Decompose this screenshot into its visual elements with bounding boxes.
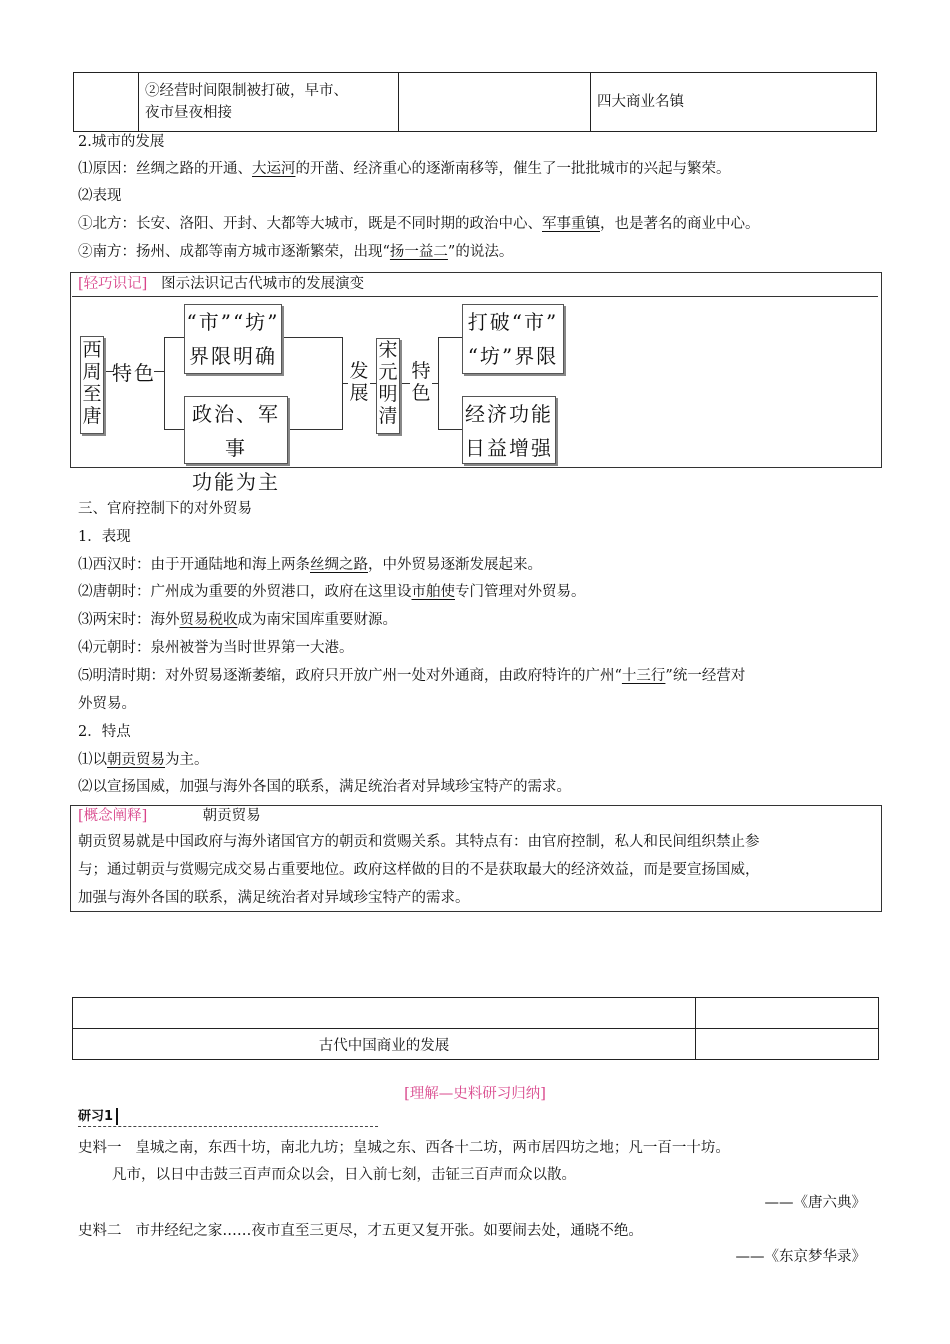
char: 周 [82, 361, 102, 383]
text: 成为南宋国库重要财源。 [237, 612, 397, 628]
text: ”统一经营对 [665, 668, 746, 684]
underlined-term: 朝贡贸易 [107, 752, 165, 768]
top-table-cell-4: 四大商业名镇 [591, 73, 877, 132]
char: 清 [378, 405, 398, 427]
material-label: 史料一 [78, 1140, 122, 1156]
box-text: 功能为主 [192, 470, 280, 494]
material-label: 史料二 [78, 1223, 122, 1239]
char: 色 [411, 382, 431, 404]
box-text: 日益增强 [465, 436, 553, 460]
text: ”的说法。 [447, 244, 514, 260]
period-1-box [80, 336, 104, 434]
trade-line-2 [78, 582, 586, 602]
text: ②南方：扬州、成都等南方城市逐渐繁荣，出现“ [78, 244, 390, 260]
tip-divider [72, 296, 878, 297]
subheading: 1．表现 [78, 529, 131, 545]
perf-line: ⑵表现 [78, 188, 122, 204]
top-table [73, 72, 877, 132]
develop-label [348, 360, 370, 404]
connector [164, 337, 184, 338]
text: ⑴西汉时：由于开通陆地和海上两条 [78, 557, 310, 573]
box-text: 政治、军事 [192, 402, 280, 460]
material-2 [78, 1221, 643, 1241]
concept-paragraph: 加强与海外各国的联系，满足统治者对异域珍宝特产的需求。 [78, 890, 470, 906]
dashed-divider [78, 1126, 378, 1127]
top-table-cell-1 [74, 73, 139, 132]
concept-title: 朝贡贸易 [202, 808, 261, 824]
material-1-cont: 凡市，以日中击鼓三百声而众以会，日入前七刻，击钲三百声而众以散。 [112, 1167, 576, 1183]
text: ，也是著名的商业中心。 [600, 216, 760, 232]
char: 唐 [82, 405, 102, 427]
box-text: “坊”界限 [467, 344, 559, 368]
cell-text: ②经营时间限制被打破，早市、 [145, 83, 348, 99]
box-text: 界限明确 [189, 344, 277, 368]
trade-line-5b: 外贸易。 [78, 696, 136, 712]
text: ⑸明清时期：对外贸易逐渐萎缩，政府只开放广州一处对外通商，由政府特许的广州“ [78, 668, 622, 684]
concept-tag: [概念阐释] [78, 808, 148, 824]
feature-2a-box [462, 304, 564, 374]
underlined-term: 丝绸之路 [310, 557, 368, 573]
feature-2b-box [462, 396, 556, 464]
trade-line-1 [78, 555, 542, 575]
tip-title: 图示法识记古代城市的发展演变 [161, 276, 365, 292]
connector [438, 337, 462, 338]
underlined-term: 市舶使 [411, 584, 455, 600]
text: ⑵唐朝时：广州成为重要的外贸港口，政府在这里设 [78, 584, 412, 600]
text: 为主。 [165, 752, 209, 768]
summary-cell [73, 998, 696, 1029]
study-tag: 研习1 [78, 1108, 118, 1125]
tip-tag: [轻巧识记] [78, 276, 148, 292]
box-text: 打破“市” [467, 310, 559, 334]
trade-line-5 [78, 666, 745, 686]
material-1-source: ——《唐六典》 [764, 1195, 866, 1211]
char: 宋 [378, 339, 398, 361]
trade-line-4: ⑷元朝时：泉州被誉为当时世界第一大港。 [78, 640, 354, 656]
char: 发 [349, 360, 369, 382]
text: 的开凿、经济重心的逐渐南移等，催生了一批批城市的兴起与繁荣。 [295, 161, 731, 177]
concept-paragraph: 与；通过朝贡与赏赐完成交易占重要地位。政府这样做的目的不是获取最大的经济效益，而是要宣扬国威， [78, 862, 760, 878]
underlined-term: 贸易税收 [179, 612, 238, 628]
feature-1-label: 特色 [112, 361, 156, 385]
char: 特 [411, 360, 431, 382]
subheading: 2．特点 [78, 724, 131, 740]
feature-2-label [410, 360, 432, 404]
section-title: 三、官府控制下的对外贸易 [78, 501, 252, 517]
text: ⑴以 [78, 752, 107, 768]
box-text: 经济功能 [465, 402, 553, 426]
underlined-term: 军事重镇 [542, 216, 600, 232]
feature-1b-box [184, 396, 288, 494]
material-2-source: ——《东京梦华录》 [735, 1249, 866, 1265]
concept-header [78, 806, 261, 826]
connector [286, 429, 342, 430]
text: ⑴原因：丝绸之路的开通、 [78, 161, 252, 177]
connector [438, 337, 439, 430]
box-text: “市”“坊” [186, 310, 280, 334]
feature-1a-box [184, 304, 282, 374]
material-text: 皇城之南，东西十坊，南北九坊；皇城之东、西各十二坊，两市居四坊之地；凡一百一十坊。 [135, 1140, 730, 1156]
char: 西 [82, 339, 102, 361]
north-line [78, 214, 760, 234]
feature-line-2: ⑵以宣扬国威，加强与海外各国的联系，满足统治者对异域珍宝特产的需求。 [78, 779, 571, 795]
text: ⑶两宋时：海外 [78, 612, 180, 628]
summary-cell [696, 1029, 879, 1060]
text: ，中外贸易逐渐发展起来。 [368, 557, 542, 573]
connector [402, 383, 410, 384]
south-line [78, 242, 513, 262]
trade-line-3 [78, 610, 397, 630]
text: ①北方：长安、洛阳、开封、大都等大城市，既是不同时期的政治中心、 [78, 216, 542, 232]
summary-title: 古代中国商业的发展 [73, 1029, 696, 1060]
concept-paragraph: 朝贡贸易就是中国政府与海外诸国官方的朝贡和赏赐关系。其特点有：由官府控制，私人和民间组织禁止参 [78, 834, 760, 850]
period-2-box [376, 338, 400, 434]
section-title: 2.城市的发展 [78, 134, 165, 150]
char: 展 [349, 382, 369, 404]
char: 元 [378, 361, 398, 383]
char: 明 [378, 383, 398, 405]
summary-table [72, 997, 879, 1060]
underlined-term: 大运河 [252, 161, 296, 177]
underlined-term: 扬一益二 [389, 244, 448, 260]
char: 至 [82, 383, 102, 405]
connector [164, 337, 165, 429]
tip-header [78, 274, 364, 294]
underlined-term: 十三行 [621, 668, 666, 684]
cause-line [78, 159, 731, 179]
material-text: 市井经纪之家……夜市直至三更尽，才五更又复开张。如要闹去处，通晓不绝。 [135, 1223, 643, 1239]
material-1 [78, 1138, 730, 1158]
cell-text: 夜市昼夜相接 [145, 105, 232, 121]
study-header: [理解—史料研习归纳] [404, 1086, 546, 1102]
feature-line-1 [78, 750, 209, 770]
connector [438, 429, 462, 430]
top-table-cell-3 [399, 73, 591, 132]
connector [280, 337, 342, 338]
summary-cell [696, 998, 879, 1029]
top-table-cell-2 [139, 73, 399, 132]
connector [164, 429, 184, 430]
text: 专门管理对外贸易。 [455, 584, 586, 600]
